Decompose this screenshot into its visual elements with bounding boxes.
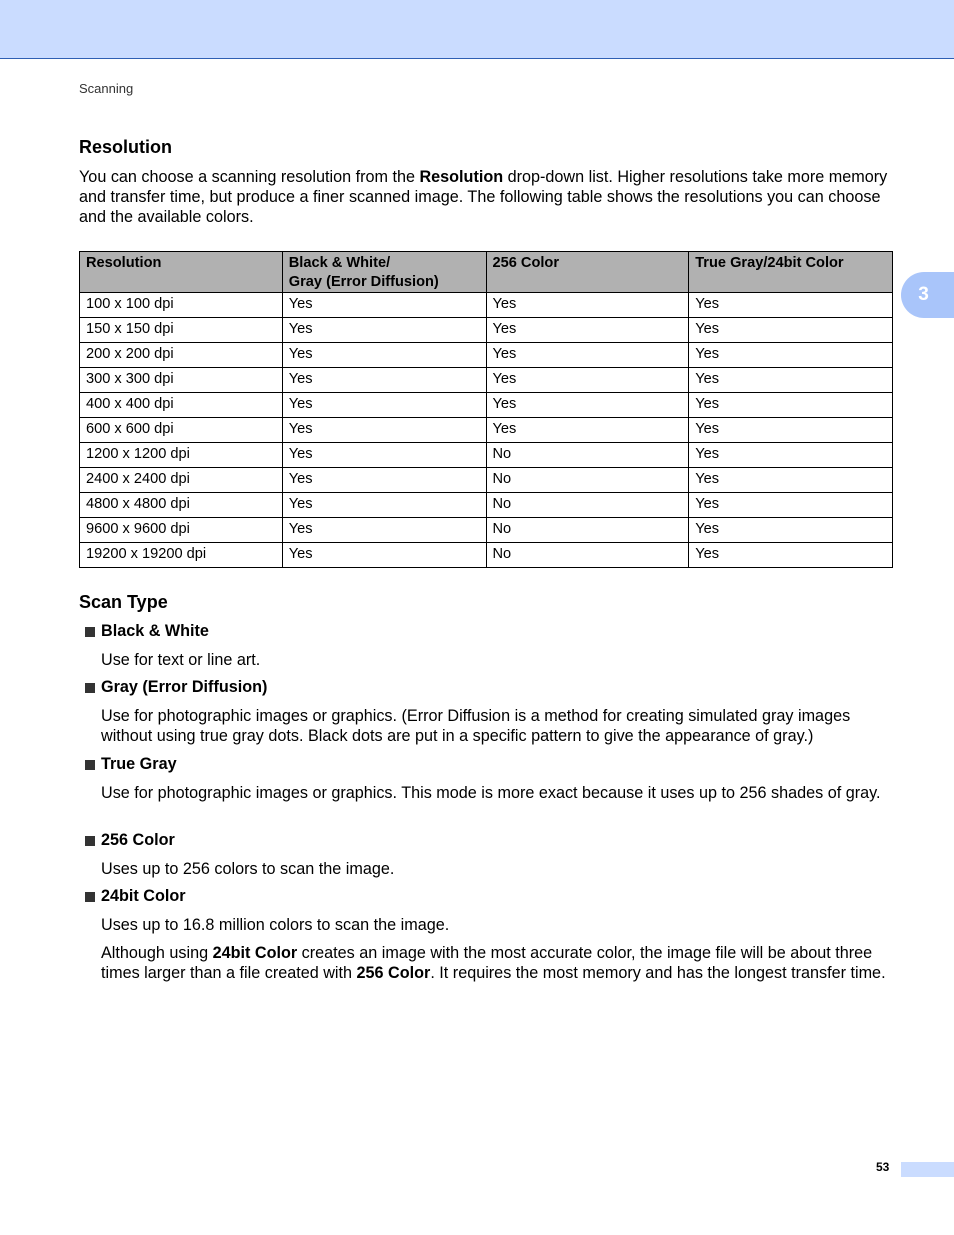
cell-resolution: 200 x 200 dpi <box>80 343 283 368</box>
top-header-band <box>0 0 954 59</box>
cell-true-gray-24bit: Yes <box>689 393 893 418</box>
bullet-title: Gray (Error Diffusion) <box>101 678 268 696</box>
intro-bold: Resolution <box>419 168 504 186</box>
col-header-gray: Gray (Error Diffusion) <box>288 274 439 290</box>
bullet-body: Use for photographic images or graphics. This mode is more exact because it uses up to 256 shades of gray. <box>101 784 881 802</box>
bullet-256-color <box>85 831 175 850</box>
table-row <box>80 443 893 468</box>
bullet-title: 24bit Color <box>101 887 186 905</box>
cell-256-color: No <box>486 443 689 468</box>
cell-bw-gray: Yes <box>282 468 486 493</box>
note-bold-1: 24bit Color <box>212 944 298 962</box>
col-header-256-color: 256 Color <box>486 252 689 293</box>
bullet-title: 256 Color <box>101 831 175 849</box>
note-text-2: creates an image with the most accurate color, the image file will be about three times larger than a file created with <box>101 944 873 982</box>
cell-resolution: 4800 x 4800 dpi <box>80 493 283 518</box>
intro-text-1: You can choose a scanning resolution from the <box>79 168 420 186</box>
table-row <box>80 293 893 318</box>
table-row <box>80 468 893 493</box>
cell-resolution: 19200 x 19200 dpi <box>80 543 283 568</box>
bullet-body: Uses up to 16.8 million colors to scan the image. <box>101 916 450 934</box>
cell-true-gray-24bit: Yes <box>689 468 893 493</box>
24bit-note <box>101 943 896 983</box>
cell-256-color: Yes <box>486 418 689 443</box>
bullet-24bit-color <box>85 887 186 906</box>
cell-bw-gray: Yes <box>282 518 486 543</box>
cell-true-gray-24bit: Yes <box>689 493 893 518</box>
square-bullet-icon <box>85 683 95 693</box>
cell-bw-gray: Yes <box>282 343 486 368</box>
col-header-bw: Black & White/ <box>288 255 391 271</box>
cell-true-gray-24bit: Yes <box>689 343 893 368</box>
cell-true-gray-24bit: Yes <box>689 518 893 543</box>
bullet-title: Black & White <box>101 622 209 640</box>
cell-resolution: 600 x 600 dpi <box>80 418 283 443</box>
table-row <box>80 518 893 543</box>
cell-true-gray-24bit: Yes <box>689 318 893 343</box>
note-text-1: Although using <box>101 944 213 962</box>
square-bullet-icon <box>85 760 95 770</box>
cell-resolution: 300 x 300 dpi <box>80 368 283 393</box>
cell-resolution: 1200 x 1200 dpi <box>80 443 283 468</box>
table-row <box>80 543 893 568</box>
cell-resolution: 9600 x 9600 dpi <box>80 518 283 543</box>
cell-true-gray-24bit: Yes <box>689 293 893 318</box>
square-bullet-icon <box>85 836 95 846</box>
col-header-bw-gray <box>282 252 486 293</box>
cell-bw-gray: Yes <box>282 393 486 418</box>
cell-resolution: 400 x 400 dpi <box>80 393 283 418</box>
cell-resolution: 150 x 150 dpi <box>80 318 283 343</box>
cell-true-gray-24bit: Yes <box>689 368 893 393</box>
cell-bw-gray: Yes <box>282 418 486 443</box>
table-row <box>80 393 893 418</box>
cell-resolution: 2400 x 2400 dpi <box>80 468 283 493</box>
cell-256-color: Yes <box>486 293 689 318</box>
resolution-table <box>79 251 893 568</box>
note-text-3: . It requires the most memory and has the longest transfer time. <box>430 964 886 982</box>
cell-bw-gray: Yes <box>282 318 486 343</box>
bullet-body: Use for photographic images or graphics. (Error Diffusion is a method for creating simulated gray images without using true gray dots. Black dots are put in a specific pattern to give the appearance of gray.) <box>101 707 851 745</box>
cell-resolution: 100 x 100 dpi <box>80 293 283 318</box>
cell-bw-gray: Yes <box>282 493 486 518</box>
intro-text-2: drop-down list. Higher resolutions take more memory and transfer time, but produce a finer scanned image. The following table shows the resolutions you can choose and the available colors. <box>79 168 888 226</box>
cell-256-color: No <box>486 468 689 493</box>
col-header-resolution: Resolution <box>80 252 283 293</box>
bullet-body: Uses up to 256 colors to scan the image. <box>101 860 395 878</box>
running-head: Scanning <box>79 81 134 96</box>
cell-bw-gray: Yes <box>282 543 486 568</box>
col-header-true-gray-24bit: True Gray/24bit Color <box>689 252 893 293</box>
bullet-body: Use for text or line art. <box>101 651 261 669</box>
cell-bw-gray: Yes <box>282 443 486 468</box>
resolution-heading: Resolution <box>79 137 172 157</box>
cell-256-color: Yes <box>486 368 689 393</box>
bullet-gray-error-diffusion <box>85 678 267 697</box>
table-row <box>80 493 893 518</box>
chapter-number: 3 <box>918 284 929 305</box>
table-body <box>80 293 893 568</box>
bullet-black-white <box>85 622 209 641</box>
cell-true-gray-24bit: Yes <box>689 543 893 568</box>
square-bullet-icon <box>85 892 95 902</box>
cell-256-color: Yes <box>486 393 689 418</box>
table-row <box>80 318 893 343</box>
cell-bw-gray: Yes <box>282 293 486 318</box>
table-header-row <box>80 252 893 293</box>
bullet-title: True Gray <box>101 755 177 773</box>
table-row <box>80 343 893 368</box>
page-number: 53 <box>876 1160 890 1174</box>
cell-256-color: Yes <box>486 343 689 368</box>
cell-256-color: Yes <box>486 318 689 343</box>
cell-256-color: No <box>486 518 689 543</box>
cell-bw-gray: Yes <box>282 368 486 393</box>
table-row <box>80 368 893 393</box>
resolution-intro <box>79 167 894 227</box>
scan-type-heading: Scan Type <box>79 592 168 612</box>
table-row <box>80 418 893 443</box>
cell-true-gray-24bit: Yes <box>689 443 893 468</box>
note-bold-2: 256 Color <box>356 964 431 982</box>
cell-256-color: No <box>486 543 689 568</box>
square-bullet-icon <box>85 627 95 637</box>
cell-256-color: No <box>486 493 689 518</box>
chapter-tab <box>901 272 954 318</box>
cell-true-gray-24bit: Yes <box>689 418 893 443</box>
bullet-true-gray <box>85 755 177 774</box>
page-number-bar <box>901 1162 954 1177</box>
